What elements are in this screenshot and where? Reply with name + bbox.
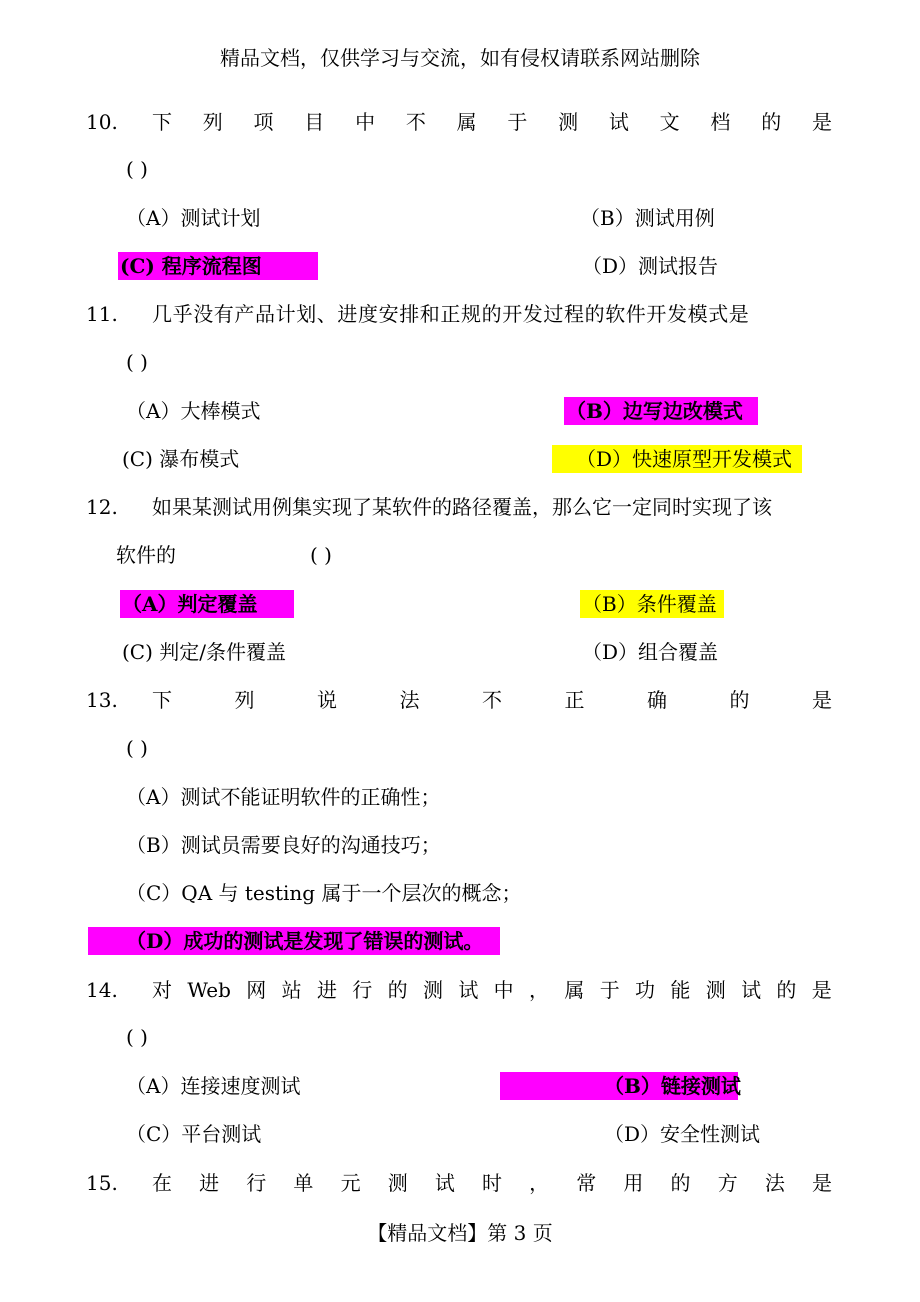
question-13-answer-paren: ( )	[126, 736, 148, 760]
q14-c16: 测	[705, 978, 726, 1002]
question-12-number: 12.	[86, 495, 118, 519]
q12-option-b-highlighted: （B）条件覆盖	[580, 590, 724, 618]
q14-option-d: （D）安全性测试	[604, 1122, 761, 1146]
q10-c8: 于	[507, 110, 528, 134]
q13-c6: 正	[564, 688, 585, 712]
q14-c12: 属	[564, 978, 585, 1002]
q10-c9: 测	[558, 110, 579, 134]
question-10-answer-paren: ( )	[126, 157, 148, 181]
q10-option-b: （B）测试用例	[580, 206, 715, 230]
q10-c11: 文	[659, 110, 680, 134]
q12-option-d: （D）组合覆盖	[582, 640, 719, 664]
q13-c4: 法	[399, 688, 420, 712]
q14-option-c: （C）平台测试	[126, 1122, 262, 1146]
q14-c5: 进	[316, 978, 337, 1002]
q10-c14: 是	[811, 110, 832, 134]
q15-c10: 常	[576, 1171, 597, 1195]
q10-c3: 项	[253, 110, 274, 134]
q14-c11: ，	[529, 978, 550, 1002]
q15-c1: 在	[152, 1171, 172, 1195]
question-13-number: 13.	[86, 688, 118, 712]
q11-option-d-highlighted: （D）快速原型开发模式	[552, 445, 802, 473]
q10-c2: 列	[202, 110, 223, 134]
question-15-number: 15.	[86, 1171, 118, 1195]
q12-option-a-highlighted: （A）判定覆盖	[120, 590, 294, 618]
q10-c6: 不	[405, 110, 426, 134]
q15-c6: 测	[387, 1171, 408, 1195]
q14-c14: 功	[635, 978, 656, 1002]
q13-c2: 列	[234, 688, 255, 712]
q13-option-c: （C）QA 与 testing 属于一个层次的概念；	[126, 881, 522, 905]
question-14-number: 14.	[86, 978, 118, 1002]
page-footer: 【精品文档】第 3 页	[367, 1221, 553, 1245]
q14-option-a: （A）连接速度测试	[126, 1074, 301, 1098]
q14-c7: 的	[387, 978, 408, 1002]
q14-c8: 测	[422, 978, 443, 1002]
q10-c7: 属	[456, 110, 477, 134]
q14-c9: 试	[458, 978, 479, 1002]
question-10-number: 10.	[86, 110, 118, 134]
question-14-answer-paren: ( )	[126, 1025, 148, 1049]
q15-c14: 法	[764, 1171, 785, 1195]
q15-c2: 进	[199, 1171, 220, 1195]
q14-c6: 行	[352, 978, 373, 1002]
q11-option-a: （A）大棒模式	[126, 399, 261, 423]
q10-c4: 目	[304, 110, 325, 134]
question-11-number: 11.	[86, 302, 118, 326]
q10-c1: 下	[152, 110, 172, 134]
q14-c2: Web	[187, 978, 231, 1002]
q14-c17: 试	[741, 978, 762, 1002]
q14-c13: 于	[599, 978, 620, 1002]
q13-c1: 下	[152, 688, 172, 712]
q15-c15: 是	[811, 1171, 832, 1195]
q10-c5: 中	[355, 110, 376, 134]
q13-c5: 不	[482, 688, 502, 712]
q14-option-b-highlighted: （B）链接测试	[500, 1072, 738, 1100]
q14-c3: 网	[246, 978, 267, 1002]
question-13-text	[152, 686, 832, 714]
q15-c9: ，	[529, 1171, 550, 1195]
question-12-answer-paren: ( )	[310, 543, 332, 567]
q14-c19: 是	[811, 978, 832, 1002]
q10-option-c-highlighted: (C) 程序流程图	[118, 252, 318, 280]
q14-c15: 能	[670, 978, 691, 1002]
question-12-text: 如果某测试用例集实现了某软件的路径覆盖，那么它一定同时实现了该	[152, 495, 772, 519]
q15-c11: 用	[623, 1171, 644, 1195]
q14-c1: 对	[152, 978, 172, 1002]
q10-c10: 试	[608, 110, 629, 134]
q13-option-a: （A）测试不能证明软件的正确性；	[126, 785, 441, 809]
q15-c5: 元	[340, 1171, 361, 1195]
question-15-text	[152, 1169, 832, 1197]
page-header: 精品文档，仅供学习与交流，如有侵权请联系网站删除	[220, 46, 700, 70]
q10-option-d: （D）测试报告	[582, 254, 719, 278]
question-14-text	[152, 976, 832, 1004]
q14-c10: 中	[493, 978, 514, 1002]
q11-option-c: (C) 瀑布模式	[122, 447, 240, 471]
q10-c13: 的	[761, 110, 782, 134]
q10-c12: 档	[710, 110, 731, 134]
question-11-text: 几乎没有产品计划、进度安排和正规的开发过程的软件开发模式是	[152, 302, 750, 326]
q13-c3: 说	[317, 688, 337, 712]
q11-option-b-highlighted: （B）边写边改模式	[564, 397, 758, 425]
q15-c12: 的	[670, 1171, 691, 1195]
question-11-answer-paren: ( )	[126, 350, 148, 374]
q15-c7: 试	[434, 1171, 455, 1195]
q15-c8: 时	[481, 1171, 502, 1195]
q13-option-b: （B）测试员需要良好的沟通技巧；	[126, 833, 441, 857]
q13-c8: 的	[729, 688, 750, 712]
q14-c4: 站	[281, 978, 302, 1002]
q14-c18: 的	[776, 978, 797, 1002]
q15-c4: 单	[293, 1171, 314, 1195]
q10-option-a: （A）测试计划	[126, 206, 261, 230]
q15-c13: 方	[717, 1171, 738, 1195]
question-10-text	[152, 108, 832, 136]
question-12-text-line2: 软件的	[116, 543, 176, 567]
q13-option-d-highlighted: （D）成功的测试是发现了错误的测试。	[88, 927, 500, 955]
q15-c3: 行	[246, 1171, 267, 1195]
q13-c9: 是	[812, 688, 832, 712]
q13-c7: 确	[647, 688, 667, 712]
q12-option-c: (C) 判定/条件覆盖	[122, 640, 287, 664]
